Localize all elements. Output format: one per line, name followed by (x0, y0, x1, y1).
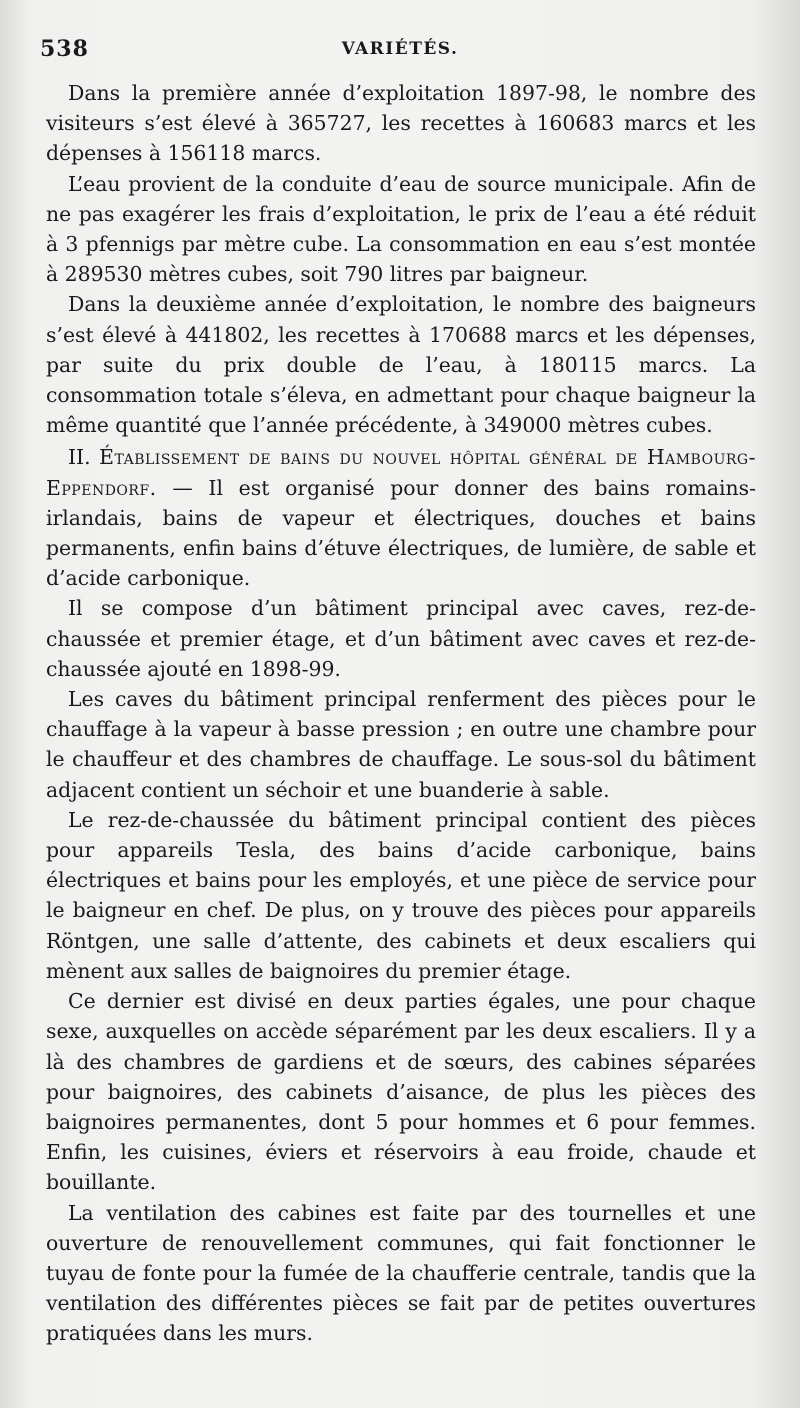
paragraph-first-floor: Ce dernier est divisé en deux parties égales, une pour chaque sexe, auxquelles on accède séparément par les deux escaliers. Il y a là des chambres de gardiens et de sœurs, des cabines séparées pour baignoires, des cabinets d’aisance, de plus les pièces des baignoires permanentes, dont 5 pour hommes et 6 pour femmes. Enfin, les cuisines, éviers et réservoirs à eau froide, chaude et bouillante. (46, 989, 756, 1195)
body-text (46, 78, 756, 1349)
page-header (40, 36, 760, 68)
section-ii-paragraph (46, 442, 756, 593)
section-ii-text: — Il est organisé pour donner des bains romains-irlandais, bains de vapeur et électriques, douches et bains permanents, enfin bains d’étuve électriques, de lumière, de sable et d’acide carbonique. (46, 475, 757, 591)
running-head: VARIÉTÉS. (341, 39, 459, 59)
paragraph-composition: Il se compose d’un bâtiment principal avec caves, rez-de-chaussée et premier étage, et d’un bâtiment avec caves et rez-de-chaussée ajouté en 1898-99. (46, 596, 756, 681)
paragraph-ground-floor: Le rez-de-chaussée du bâtiment principal contient des pièces pour appareils Tesla, des bains d’acide carbonique, bains électriques et bains pour les employés, et une pièce de service pour le baigneur en chef. De plus, on y trouve des pièces pour appareils Röntgen, une salle d’attente, des cabinets et deux escaliers qui mènent aux salles de baignoires du premier étage. (46, 807, 756, 983)
section-ii-number: II. (68, 445, 91, 470)
paragraph-first-year: Dans la première année d’exploitation 1897-98, le nombre des visiteurs s’est élevé à 365727, les recettes à 160683 marcs et les dépenses à 156118 marcs. (46, 81, 756, 166)
paragraph-second-year: Dans la deuxième année d’exploitation, le nombre des baigneurs s’est élevé à 441802, les recettes à 170688 marcs et les dépenses, par suite du prix double de l’eau, à 180115 marcs. La consommation totale s’éleva, en admettant pour chaque baigneur la même quantité que l’année précédente, à 349000 mètres cubes. (46, 292, 756, 438)
paragraph-caves: Les caves du bâtiment principal renferment des pièces pour le chauffage à la vapeur à basse pression ; en outre une chambre pour le chauffeur et des chambres de chauffage. Le sous-sol du bâtiment adjacent contient un séchoir et une buanderie à sable. (46, 687, 756, 802)
paragraph-water-supply: L’eau provient de la conduite d’eau de source municipale. Afin de ne pas exagérer les frais d’exploitation, le prix de l’eau a été réduit à 3 pfennigs par mètre cube. La consommation en eau s’est montée à 289530 mètres cubes, soit 790 litres par baigneur. (46, 171, 756, 287)
page-number: 538 (40, 36, 89, 62)
paragraph-ventilation: La ventilation des cabines est faite par des tournelles et une ouverture de renouvellement communes, qui fait fonctionner le tuyau de fonte pour la fumée de la chaufferie centrale, tandis que la ventilation des différentes pièces se fait par de petites ouvertures pratiquées dans les murs. (46, 1200, 756, 1346)
section-ii-heading: Établissement de bains du nouvel hôpital général de Hambourg-Eppendorf. (46, 445, 756, 500)
